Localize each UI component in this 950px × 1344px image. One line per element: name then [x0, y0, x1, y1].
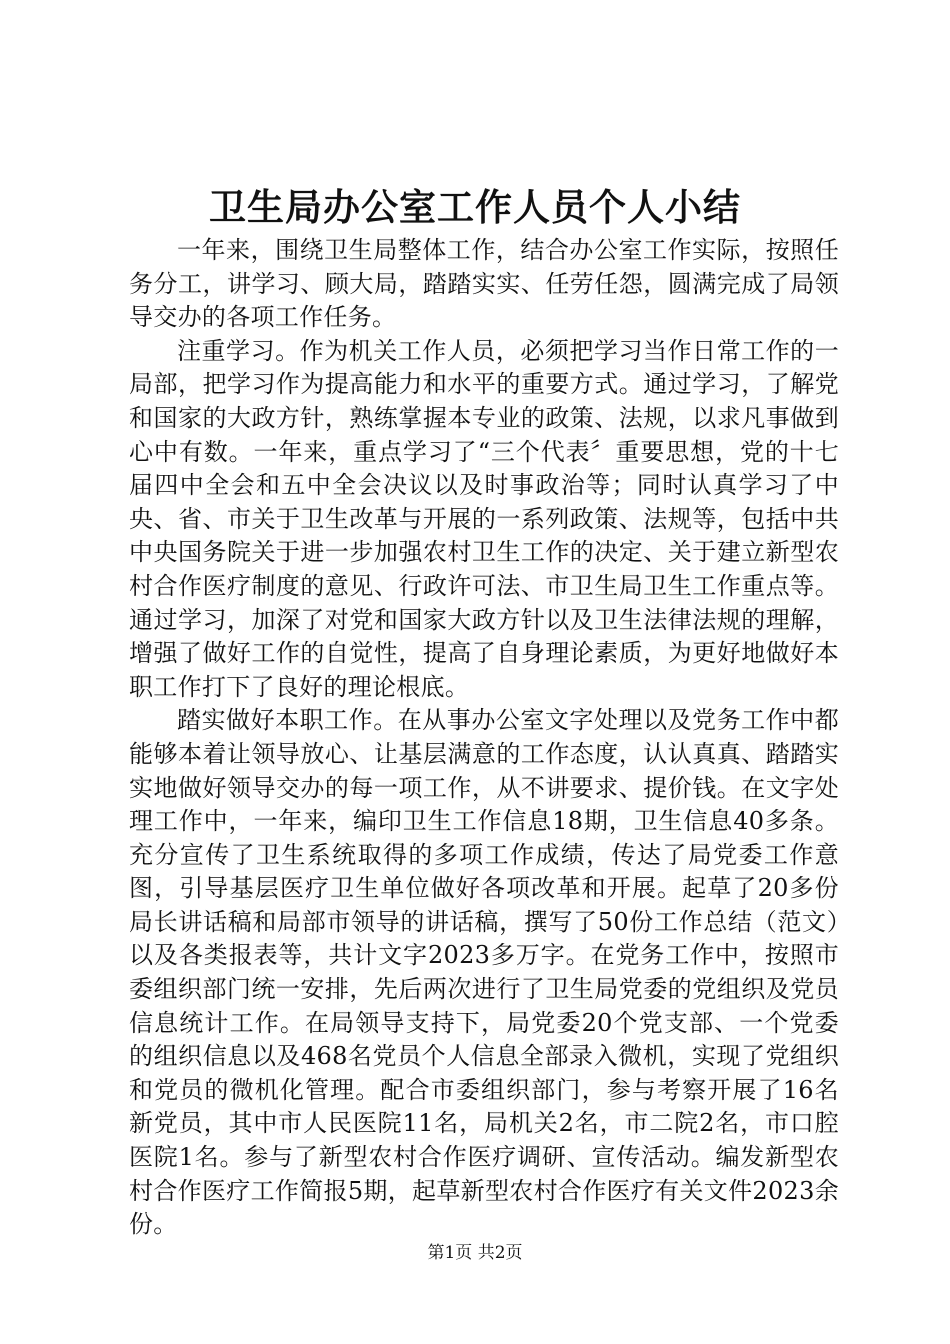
paragraph-work: 踏实做好本职工作。在从事办公室文字处理以及党务工作中都能够本着让领导放心、让基层满意的工作态度，认认真真、踏踏实实地做好领导交办的每一项工作，从不讲要求、提价钱。在文字处理工作中，一年来，编印卫生工作信息18期，卫生信息40多条。充分宣传了卫生系统取得的多项工作成绩，传达了局党委工作意图，引导基层医疗卫生单位做好各项改革和开展。起草了20多份局长讲话稿和局部市领导的讲话稿，撰写了50份工作总结（范文）以及各类报表等，共计文字2023多万字。在党务工作中，按照市委组织部门统一安排，先后两次进行了卫生局党委的党组织及党员信息统计工作。在局领导支持下，局党委20个党支部、一个党委的组织信息以及468名党员个人信息全部录入微机，实现了党组织和党员的微机化管理。配合市委组织部门，参与考察开展了16名新党员，其中市人民医院11名，局机关2名，市二院2名，市口腔医院1名。参与了新型农村合作医疗调研、宣传活动。编发新型农村合作医疗工作简报5期，起草新型农村合作医疗有关文件2023余份。 [129, 706, 839, 1239]
page-footer: 第1页 共2页 [427, 1243, 523, 1263]
document-title: 卫生局办公室工作人员个人小结 [209, 185, 741, 229]
paragraph-intro: 一年来，围绕卫生局整体工作，结合办公室工作实际，按照任务分工，讲学习、顾大局，踏踏实实、任劳任怨，圆满完成了局领导交办的各项工作任务。 [129, 236, 839, 332]
paragraph-study: 注重学习。作为机关工作人员，必须把学习当作日常工作的一局部，把学习作为提高能力和水平的重要方式。通过学习，了解党和国家的大政方针，熟练掌握本专业的政策、法规，以求凡事做到心中有数。一年来，重点学习了“三个代表〞重要思想，党的十七届四中全会和五中全会决议以及时事政治等；同时认真学习了中央、省、市关于卫生改革与开展的一系列政策、法规等，包括中共中央国务院关于进一步加强农村卫生工作的决定、关于建立新型农村合作医疗制度的意见、行政许可法、市卫生局卫生工作重点等。通过学习，加深了对党和国家大政方针以及卫生法律法规的理解，增强了做好工作的自觉性，提高了自身理论素质，为更好地做好本职工作打下了良好的理论根底。 [129, 336, 839, 701]
document-body [129, 234, 839, 1242]
